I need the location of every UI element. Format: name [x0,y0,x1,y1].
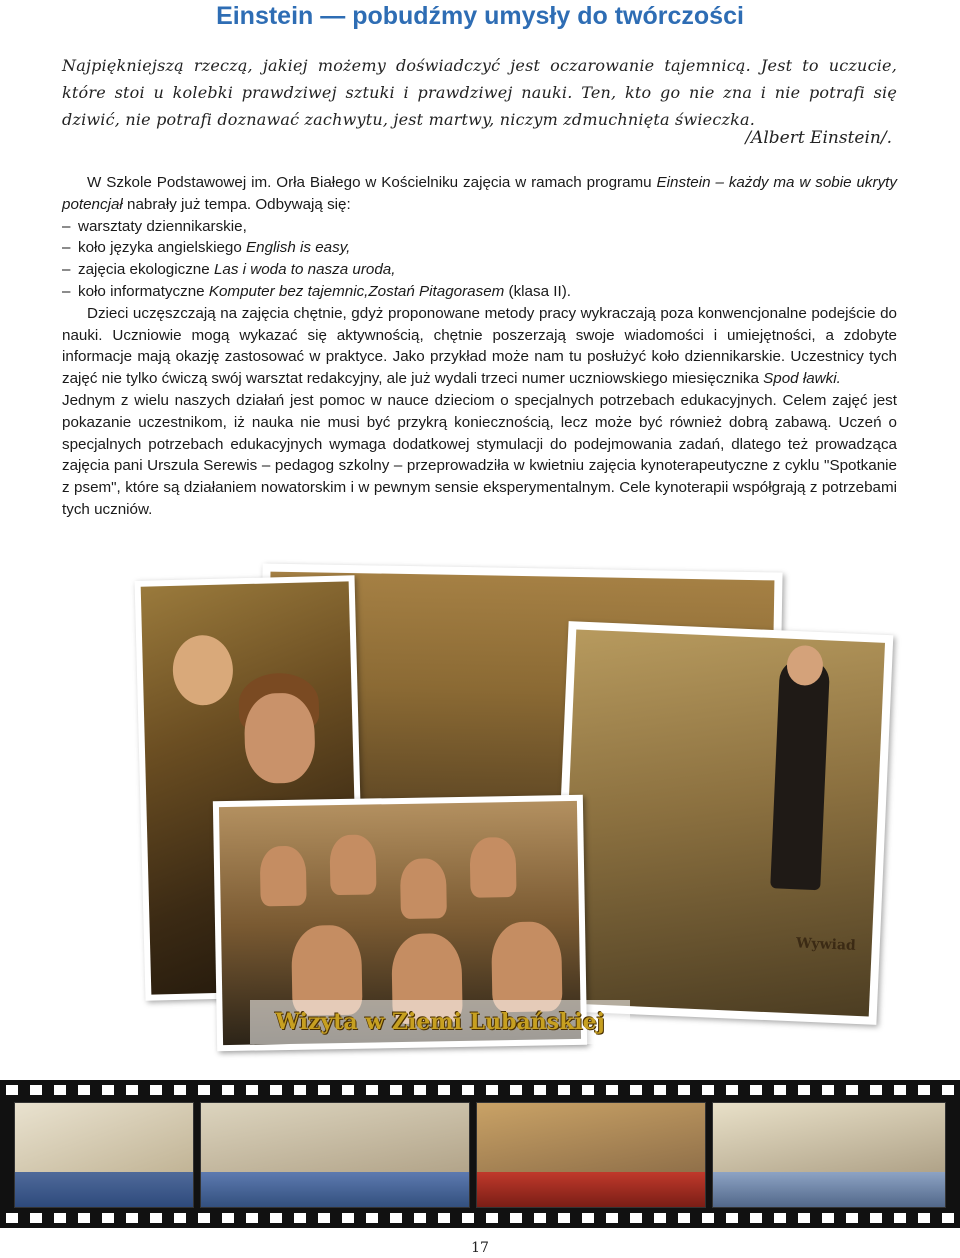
right-photo-caption: Wywiad [795,935,857,954]
quote-author: /Albert Einstein/. [745,128,892,148]
paragraph-3: Jednym z wielu naszych działań jest pomoc w nauce dzieciom o specjalnych potrzebach edukacyjnych. Celem zajęć jest pokazanie uczestnikom, iż nauka nie musi być przykrą koniecznością, lecz może być również dobrą zabawą. Uczeń o specjalnych potrzebach edukacyjnych wymaga dodatkowej stymulacji do podejmowania zadań, dlatego też prowadząca zajęcia pani Urszula Serewis – pedagog szkolny – przeprowadziła w kwietniu zajęcia kynoterapeutyczne z cyklu "Spotkanie z psem", które są działaniem nowatorskim i w pewnym sensie eksperymentalnym. Cele kynoterapii współgrają z potrzebami tych uczniów. [62,391,897,518]
film-strip [0,1080,960,1228]
article-body [62,172,897,521]
photo-interview [552,621,894,1025]
film-frame [476,1102,706,1208]
program-name: Einstein – każdy ma w sobie ukryty potencjał [62,174,897,213]
list-item: – warsztaty dziennikarskie, [62,216,897,238]
film-frame [200,1102,470,1208]
intro-text: W Szkole Podstawowej im. Orła Białego w Kościelniku zajęcia w ramach programu [87,174,657,191]
paragraph-2: Dzieci uczęszczają na zajęcia chętnie, gdyż proponowane metody pracy wykraczają poza konwencjonalne podejście do nauki. Uczniowie mogą wykazać się aktywnością, chętnie poszerzają swoje wiadomości i umiejętności, a zdobyte informacje mają okazję zastosować w praktyce. Jako przykład może nam tu posłużyć koło dziennikarskie. Uczestnicy tych zajęć nie tylko ćwiczą swój warsztat redakcyjny, ale już wydali trzeci numer uczniowskiego miesięcznika Spod ławki. [62,304,897,388]
page-number: 17 [471,1240,489,1256]
list-item: – zajęcia ekologiczne Las i woda to nasza uroda, [62,259,897,281]
film-frame [712,1102,946,1208]
film-perforations-bottom [6,1213,954,1223]
magazine-name: Spod ławki. [763,370,841,388]
list-item: – koło języka angielskiego English is easy, [62,237,897,259]
collage-banner: Wizyta w Ziemi Lubańskiej [250,1000,630,1044]
intro-paragraph [62,172,897,216]
film-perforations-top [6,1085,954,1095]
film-frame [14,1102,194,1208]
list-item: – koło informatyczne Komputer bez tajemnic,Zostań Pitagorasem (klasa II). [62,281,897,303]
page-title: Einstein — pobudźmy umysły do twórczości [216,2,744,30]
einstein-quote: Najpiękniejszą rzeczą, jakiej możemy doświadczyć jest oczarowanie tajemnicą. Jest to uczucie, które stoi u kolebki prawdziwej sztuki i prawdziwej nauki. Ten, kto go nie zna i nie potrafi się dziwić, nie potrafi doznawać zachwytu, jest martwy, niczym zdmuchnięta świeczka. [62,56,897,129]
intro-text-end: nabrały już tempa. Odbywają się: [122,195,351,213]
photo-collage [120,568,890,1056]
activities-list [62,216,897,303]
